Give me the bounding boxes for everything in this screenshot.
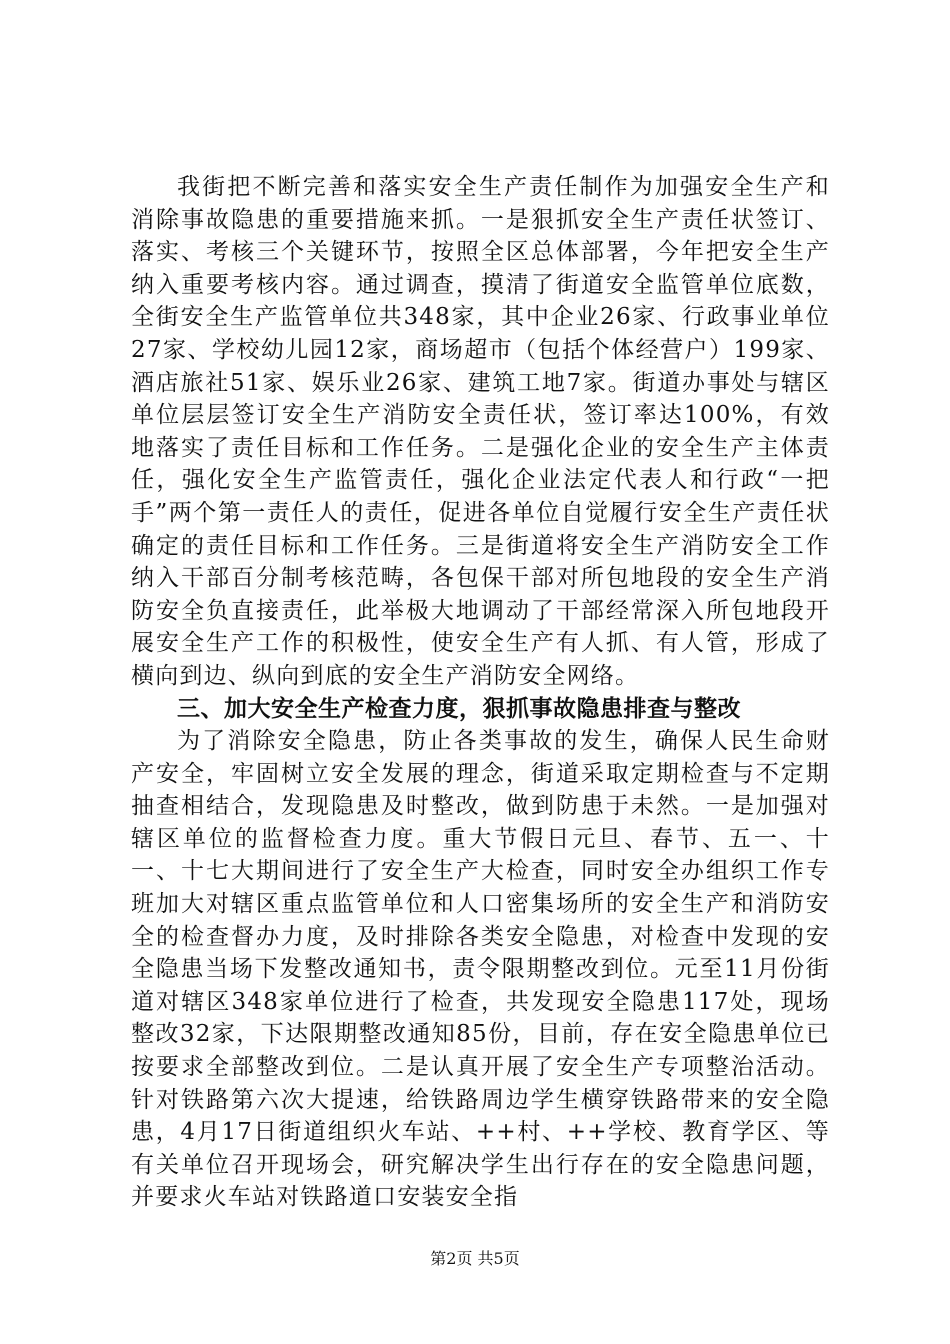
document-body: [131, 171, 830, 1214]
body-paragraph: 我街把不断完善和落实安全生产责任制作为加强安全生产和消除事故隐患的重要措施来抓。一是狠抓安全生产责任状签订、落实、考核三个关键环节，按照全区总体部署，今年把安全生产纳入重要考核内容。通过调查，摸清了街道安全监管单位底数，全街安全生产监管单位共348家，其中企业26家、行政事业单位27家、学校幼儿园12家，商场超市（包括个体经营户）199家、酒店旅社51家、娱乐业26家、建筑工地7家。街道办事处与辖区单位层层签订安全生产消防安全责任状，签订率达100%，有效地落实了责任目标和工作任务。二是强化企业的安全生产主体责任，强化安全生产监管责任，强化企业法定代表人和行政“一把手”两个第一责任人的责任，促进各单位自觉履行安全生产责任状确定的责任目标和工作任务。三是街道将安全生产消防安全工作纳入干部百分制考核范畴，各包保干部对所包地段的安全生产消防安全负直接责任，此举极大地调动了干部经常深入所包地段开展安全生产工作的积极性，使安全生产有人抓、有人管，形成了横向到边、纵向到底的安全生产消防安全网络。: [131, 174, 830, 689]
section-heading: 三、加大安全生产检查力度，狠抓事故隐患排查与整改: [177, 695, 741, 722]
body-paragraph: 为了消除安全隐患，防止各类事故的发生，确保人民生命财产安全，牢固树立安全发展的理念，街道采取定期检查与不定期抽查相结合，发现隐患及时整改，做到防患于未然。一是加强对辖区单位的监督检查力度。重大节假日元旦、春节、五一、十一、十七大期间进行了安全生产大检查，同时安全办组织工作专班加大对辖区重点监管单位和人口密集场所的安全生产和消防安全的检查督办力度，及时排除各类安全隐患，对检查中发现的安全隐患当场下发整改通知书，责令限期整改到位。元至11月份街道对辖区348家单位进行了检查，共发现安全隐患117处，现场整改32家，下达限期整改通知85份，目前，存在安全隐患单位已按要求全部整改到位。二是认真开展了安全生产专项整治活动。针对铁路第六次大提速，给铁路周边学生横穿铁路带来的安全隐患，4月17日街道组织火车站、++村、++学校、教育学区、等有关单位召开现场会，研究解决学生出行存在的安全隐患问题，并要求火车站对铁路道口安装安全指: [131, 728, 830, 1211]
page-footer: 第2页 共5页: [430, 1249, 520, 1268]
